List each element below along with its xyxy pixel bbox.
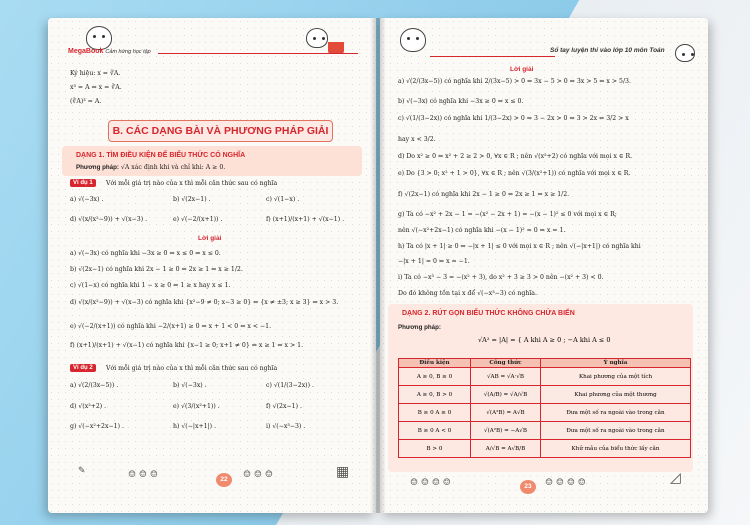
mascot-icon (675, 44, 695, 62)
solution-line: c) √(1/(3−2x)) có nghĩa khi 1/(3−2x) > 0 ⇔ 3 − 2x > 0 ⇔ 3 > 2x ⇔ 3/2 > x (398, 115, 629, 122)
brand-header: MegaBook Cảm hứng học tập (68, 48, 151, 55)
header-line (430, 56, 555, 57)
solution-line: −|x + 1| = 0 ⇔ x = −1. (398, 258, 470, 265)
table-cell: √(A²B) = A√B (471, 404, 541, 422)
table-cell: √AB = √A·√B (471, 368, 541, 386)
table-row (399, 404, 691, 422)
exercise: e) √(−2/(x+1)) . (173, 216, 223, 223)
exercise: a) √(−3x) . (70, 196, 104, 203)
example-prompt: Với mỗi giá trị nào của x thì mỗi căn thức sau có nghĩa (106, 365, 278, 372)
exercise: b) √(−3x) . (173, 382, 207, 389)
table-row (399, 440, 691, 458)
table-cell: A ≥ 0, B ≥ 0 (399, 368, 471, 386)
table-cell: Khai phương của một tích (541, 368, 691, 386)
solution-line: d) Do x² ≥ 0 ⇒ x² + 2 ≥ 2 > 0, ∀x ∈ R ; nên √(x²+2) có nghĩa với mọi x ∈ R. (398, 153, 633, 160)
exercise: i) √(−x³−3) . (266, 423, 306, 430)
solution-line: d) √(x/(x²−9)) + √(x−3) có nghĩa khi {x²−9 ≠ 0; x−3 ≥ 0} ⇔ {x ≠ ±3; x ≥ 3} ⇒ x > 3. (70, 299, 339, 306)
example-tag: Ví dụ 2 (70, 364, 96, 372)
doodle-icon: ☺ ☺ ☺ (128, 470, 158, 480)
solution-line: f) (x+1)/(x+1) + √(x−1) có nghĩa khi {x−1 ≥ 0; x+1 ≠ 0} ⇔ x ≥ 1 ⇔ x > 1. (70, 342, 304, 349)
solution-line: e) √(−2/(x+1)) có nghĩa khi −2/(x+1) ≥ 0 ⇔ x + 1 < 0 ⇔ x < −1. (70, 323, 272, 330)
text-line: x³ = A ⇒ x = ∛A. (70, 84, 122, 91)
solution-line: b) √(2x−1) có nghĩa khi 2x − 1 ≥ 0 ⇔ 2x ≥ 1 ⇔ x ≥ 1/2. (70, 266, 243, 273)
table-header: Công thức (471, 359, 541, 368)
table-cell: Đưa một số ra ngoài vào trong căn (541, 404, 691, 422)
section-b-title: B. CÁC DẠNG BÀI VÀ PHƯƠNG PHÁP GIẢI (108, 120, 333, 142)
table-cell: Khai phương của một thương (541, 386, 691, 404)
table-row (399, 422, 691, 440)
dang1-box (62, 146, 362, 176)
mascot-icon (306, 28, 328, 48)
table-cell: Khử mẫu của biểu thức lấy căn (541, 440, 691, 458)
solution-line: i) Ta có −x³ − 3 = −(x² + 3), do x² + 3 ≥ 3 > 0 nên −(x² + 3) < 0. (398, 274, 604, 281)
right-page (380, 18, 708, 513)
exercise: b) √(2x−1) . (173, 196, 211, 203)
solution-line: f) √(2x−1) có nghĩa khi 2x − 1 ≥ 0 ⇔ 2x ≥ 1 ⇔ x ≥ 1/2. (398, 191, 570, 198)
book-spine (370, 18, 386, 513)
dang2-title: DẠNG 2. RÚT GỌN BIỂU THỨC KHÔNG CHỨA BIẾN (402, 310, 575, 317)
solution-line: b) √(−3x) có nghĩa khi −3x ≥ 0 ⇔ x ≤ 0. (398, 98, 524, 105)
formula-table (398, 358, 691, 458)
table-row (399, 386, 691, 404)
exercise: f) (x+1)/(x+1) + √(x−1) . (266, 216, 345, 223)
exercise: h) √(−|x+1|) . (173, 423, 217, 430)
exercise: a) √(2/(3x−5)) . (70, 382, 119, 389)
table-cell: A ≥ 0, B > 0 (399, 386, 471, 404)
solution-line: e) Do {3 > 0; x² + 1 > 0}, ∀x ∈ R ; nên √(3/(x²+1)) có nghĩa với mọi x ∈ R. (398, 170, 631, 177)
solution-line: g) Ta có −x² + 2x − 1 = −(x² − 2x + 1) = −(x − 1)² ≤ 0 với mọi x ∈ R; (398, 211, 617, 218)
dang1-title: DẠNG 1. TÌM ĐIỀU KIỆN ĐỂ BIỂU THỨC CÓ NGHĨA (76, 152, 246, 159)
exercise: e) √(3/(x²+1)) . (173, 403, 220, 410)
table-cell: A/√B = A√B/B (471, 440, 541, 458)
mascot-icon (400, 28, 426, 52)
table-cell: √(A²B) = −A√B (471, 422, 541, 440)
loi-giai-label: Lời giải (198, 235, 222, 242)
doodle-icon: ☺ ☺ ☺ (243, 470, 273, 480)
solution-line: Do đó không tồn tại x để √(−x³−3) có nghĩa. (398, 290, 537, 297)
solution-line: hay x < 3/2. (398, 136, 436, 143)
method-label: Phương pháp: (76, 164, 119, 171)
text-line: Ký hiệu: x = ∛A. (70, 70, 121, 77)
doodle-icon: ☺ ☺ ☺ ☺ (410, 478, 451, 488)
solution-line: a) √(2/(3x−5)) có nghĩa khi 2/(3x−5) > 0 ⇔ 3x − 5 > 0 ⇔ 3x > 5 ⇔ x > 5/3. (398, 78, 631, 85)
exercise: c) √(1−x) . (266, 196, 300, 203)
table-header: Điều kiện (399, 359, 471, 368)
solution-line: h) Ta có |x + 1| ≥ 0 ⇔ −|x + 1| ≤ 0 với mọi x ∈ R ; nên √(−|x+1|) có nghĩa khi (398, 243, 641, 250)
page-number: 22 (216, 473, 232, 487)
calculator-icon: ▦ (336, 464, 350, 480)
exercise: d) √(x/(x²−9)) + √(x−3) . (70, 216, 148, 223)
ruler-icon: ◿ (670, 470, 681, 486)
loi-giai-label: Lời giải (510, 66, 534, 73)
table-cell: Đưa một số ra ngoài vào trong căn (541, 422, 691, 440)
exercise: d) √(x²+2) . (70, 403, 107, 410)
left-page (48, 18, 376, 513)
exercise: g) √(−x²+2x−1) . (70, 423, 124, 430)
method-label: Phương pháp: (398, 324, 441, 331)
table-cell: √(A/B) = √A/√B (471, 386, 541, 404)
solution-line: a) √(−3x) có nghĩa khi −3x ≥ 0 ⇔ x ≤ 0 ⇔ x ≤ 0. (70, 250, 221, 257)
table-cell: B ≥ 0 A ≥ 0 (399, 404, 471, 422)
text-line: (∛A)³ = A. (70, 98, 102, 105)
example-prompt: Với mỗi giá trị nào của x thì mỗi căn thức sau có nghĩa (106, 180, 278, 187)
table-cell: B ≥ 0 A < 0 (399, 422, 471, 440)
table-header: Ý nghĩa (541, 359, 691, 368)
solution-line: nên √(−x²+2x−1) có nghĩa khi −(x − 1)² = 0 ⇔ x = 1. (398, 227, 566, 234)
doodle-icon: ☺ ☺ ☺ ☺ (545, 478, 586, 488)
table-cell: B > 0 (399, 440, 471, 458)
header-line (158, 53, 358, 54)
exercise: c) √(1/(3−2x)) . (266, 382, 314, 389)
solution-line: c) √(1−x) có nghĩa khi 1 − x ≥ 0 ⇔ 1 ≥ x hay x ≤ 1. (70, 282, 231, 289)
table-row (399, 368, 691, 386)
mascot-icon (86, 26, 112, 50)
compass-icon: ✎ (78, 466, 86, 476)
book-header: Sổ tay luyện thi vào lớp 10 môn Toán (550, 47, 665, 54)
page-number: 23 (520, 480, 536, 494)
abs-formula: √A² = |A| = { A khi A ≥ 0 ; −A khi A ≤ 0 (478, 336, 611, 344)
example-tag: Ví dụ 1 (70, 179, 96, 187)
method-text: √A xác định khi và chỉ khi: A ≥ 0. (120, 164, 226, 171)
open-book (48, 18, 708, 513)
exercise: f) √(2x−1) . (266, 403, 302, 410)
